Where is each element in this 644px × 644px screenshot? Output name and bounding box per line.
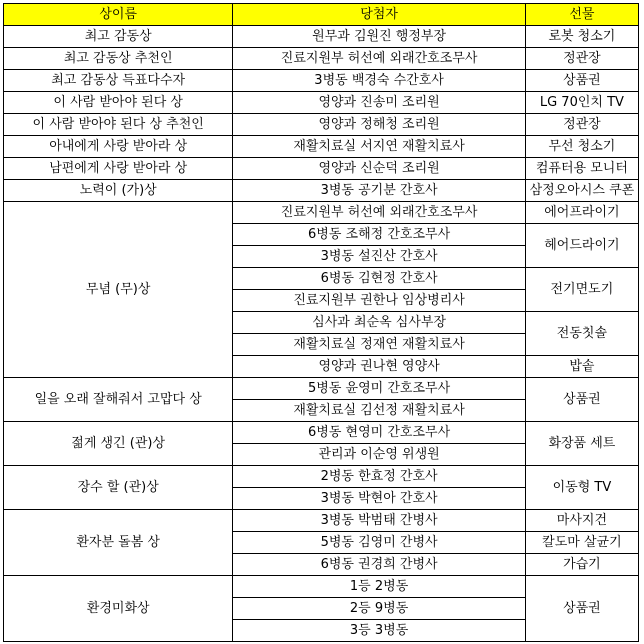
gift-cell: 상품권 [525,70,638,92]
award-name-cell: 아내에게 사랑 받아라 상 [4,136,233,158]
table-row [4,202,639,224]
award-name-cell: 노력이 (가)상 [4,180,233,202]
gift-cell: 상품권 [525,576,638,642]
table-row [4,48,639,70]
header-award: 상이름 [4,4,233,26]
award-name-cell: 이 사람 받아야 된다 상 [4,92,233,114]
winner-cell: 3등 3병동 [233,620,525,642]
winner-cell: 6병동 현영미 간호조무사 [233,422,525,444]
winner-cell: 심사과 최순옥 심사부장 [233,312,525,334]
gift-cell: 전기면도기 [525,268,638,312]
award-name-cell: 이 사람 받아야 된다 상 추천인 [4,114,233,136]
gift-cell: 무선 청소기 [525,136,638,158]
table-row [4,180,639,202]
winner-cell: 재활치료실 정재연 재활치료사 [233,334,525,356]
winner-cell: 3병동 박범태 간병사 [233,510,525,532]
gift-cell: 마사지건 [525,510,638,532]
gift-cell: 정관장 [525,48,638,70]
gift-cell: 로봇 청소기 [525,26,638,48]
winner-cell: 6병동 조해정 간호조무사 [233,224,525,246]
gift-cell: LG 70인치 TV [525,92,638,114]
table-row [4,510,639,532]
award-name-cell: 젊게 생긴 (관)상 [4,422,233,466]
winner-cell: 3병동 백경숙 수간호사 [233,70,525,92]
table-row [4,92,639,114]
award-name-cell: 최고 감동상 득표다수자 [4,70,233,92]
winner-cell: 영양과 진송미 조리원 [233,92,525,114]
gift-cell: 에어프라이기 [525,202,638,224]
gift-cell: 화장품 세트 [525,422,638,466]
table-row [4,114,639,136]
winner-cell: 진료지원부 권한나 임상병리사 [233,290,525,312]
winner-cell: 5병동 윤영미 간호조무사 [233,378,525,400]
winner-cell: 1등 2병동 [233,576,525,598]
header-winner: 당첨자 [233,4,525,26]
gift-cell: 가습기 [525,554,638,576]
award-name-cell: 최고 감동상 [4,26,233,48]
winner-cell: 영양과 신순덕 조리원 [233,158,525,180]
gift-cell: 상품권 [525,378,638,422]
header-row [4,4,639,26]
winner-cell: 영양과 권나현 영양사 [233,356,525,378]
winner-cell: 2등 9병동 [233,598,525,620]
award-name-cell: 환자분 돌봄 상 [4,510,233,576]
winner-cell: 원무과 김원진 행정부장 [233,26,525,48]
awards-table [3,3,639,642]
award-name-cell: 최고 감동상 추천인 [4,48,233,70]
gift-cell: 정관장 [525,114,638,136]
awards-body [4,26,639,642]
winner-cell: 진료지원부 허선예 외래간호조무사 [233,202,525,224]
gift-cell: 이동형 TV [525,466,638,510]
gift-cell: 전동칫솔 [525,312,638,356]
winner-cell: 영양과 정해청 조리원 [233,114,525,136]
gift-cell: 컴퓨터용 모니터 [525,158,638,180]
table-row [4,158,639,180]
award-name-cell: 환경미화상 [4,576,233,642]
winner-cell: 5병동 김영미 간병사 [233,532,525,554]
winner-cell: 재활치료실 김선정 재활치료사 [233,400,525,422]
winner-cell: 2병동 한효정 간호사 [233,466,525,488]
award-name-cell: 남편에게 사랑 받아라 상 [4,158,233,180]
award-name-cell: 무념 (무)상 [4,202,233,378]
winner-cell: 3병동 설진산 간호사 [233,246,525,268]
gift-cell: 밥솥 [525,356,638,378]
table-row [4,378,639,400]
winner-cell: 관리과 이순영 위생원 [233,444,525,466]
winner-cell: 3병동 공기분 간호사 [233,180,525,202]
table-row [4,466,639,488]
award-name-cell: 일을 오래 잘해줘서 고맙다 상 [4,378,233,422]
gift-cell: 칼도마 살균기 [525,532,638,554]
gift-cell: 헤어드라이기 [525,224,638,268]
winner-cell: 6병동 권경희 간병사 [233,554,525,576]
winner-cell: 6병동 김현정 간호사 [233,268,525,290]
winner-cell: 3병동 박현아 간호사 [233,488,525,510]
header-gift: 선물 [525,4,638,26]
table-row [4,26,639,48]
table-row [4,136,639,158]
table-row [4,70,639,92]
table-row [4,576,639,598]
winner-cell: 진료지원부 허선예 외래간호조무사 [233,48,525,70]
award-name-cell: 장수 할 (관)상 [4,466,233,510]
winner-cell: 재활치료실 서지연 재활치료사 [233,136,525,158]
gift-cell: 삼정오아시스 쿠폰 [525,180,638,202]
table-row [4,422,639,444]
